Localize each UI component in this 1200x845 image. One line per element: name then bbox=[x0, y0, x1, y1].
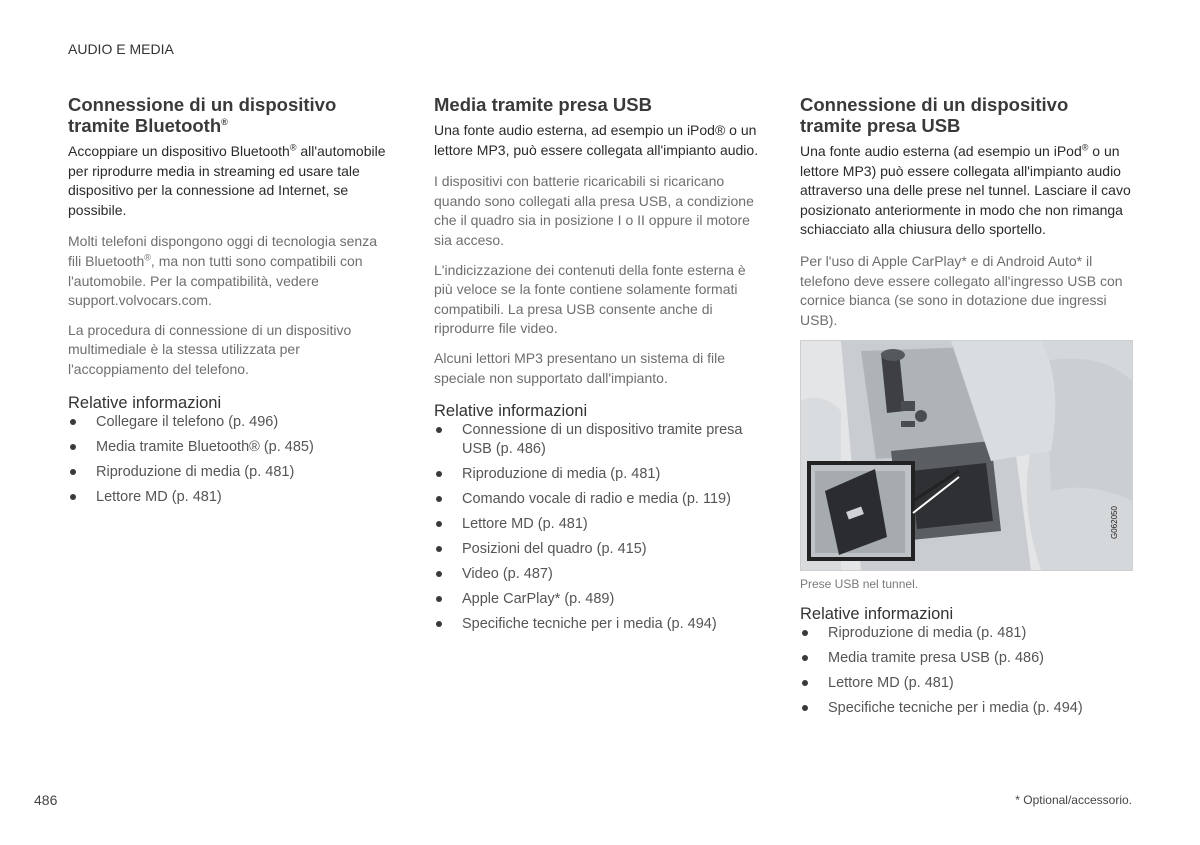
page-number: 486 bbox=[34, 792, 58, 808]
column-bluetooth bbox=[68, 94, 394, 513]
related-link[interactable]: Riproduzione di media (p. 481) bbox=[68, 463, 394, 482]
column-usb-connection bbox=[800, 94, 1133, 724]
related-link[interactable]: Specifiche tecniche per i media (p. 494) bbox=[434, 615, 766, 634]
body-paragraph: L'indicizzazione dei contenuti della fonte esterna è più veloce se la fonte contiene solamente formati compatibili. La presa USB consente anche di riprodurre file video. bbox=[434, 261, 746, 337]
section-header: AUDIO E MEDIA bbox=[68, 41, 174, 57]
related-link[interactable]: Connessione di un dispositivo tramite presa USB (p. 486) bbox=[434, 421, 766, 459]
related-info-list bbox=[434, 421, 766, 634]
related-link[interactable]: Riproduzione di media (p. 481) bbox=[800, 624, 1133, 643]
related-link[interactable]: Lettore MD (p. 481) bbox=[800, 674, 1133, 693]
related-info-heading: Relative informazioni bbox=[434, 402, 588, 421]
figure-caption: Prese USB nel tunnel. bbox=[800, 577, 919, 592]
related-link[interactable]: Lettore MD (p. 481) bbox=[434, 515, 766, 534]
body-paragraph: Molti telefoni dispongono oggi di tecnologia senza fili Bluetooth®, ma non tutti sono compatibili con l'automobile. Per la compatibilità, vedere support.volvocars.com. bbox=[68, 233, 377, 309]
lead-paragraph: Una fonte audio esterna (ad esempio un iPod® o un lettore MP3) può essere collegata all'impianto audio attraverso una delle prese nel tunnel. Lasciare il cavo posizionato anteriormente in modo che non rimanga schiacciato alla chiusura dello sportello. bbox=[800, 142, 1131, 238]
section-title-bluetooth: Connessione di un dispositivo tramite Bluetooth® bbox=[68, 94, 337, 136]
related-link[interactable]: Posizioni del quadro (p. 415) bbox=[434, 540, 766, 559]
related-info-heading: Relative informazioni bbox=[800, 605, 954, 624]
related-info-list bbox=[68, 413, 394, 507]
lead-paragraph: Una fonte audio esterna, ad esempio un iPod® o un lettore MP3, può essere collegata all'impianto audio. bbox=[434, 122, 759, 158]
related-link[interactable]: Lettore MD (p. 481) bbox=[68, 488, 394, 507]
body-paragraph: I dispositivi con batterie ricaricabili si ricaricano quando sono collegati alla presa USB, a condizione che il quadro sia in posizione I o II oppure il motore sia acceso. bbox=[434, 173, 754, 248]
body-paragraph: Per l'uso di Apple CarPlay* e di Android Auto* il telefono deve essere collegato all'ingresso USB con cornice bianca (se sono in dotazione due ingressi USB). bbox=[800, 252, 1123, 328]
related-link[interactable]: Collegare il telefono (p. 496) bbox=[68, 413, 394, 432]
usb-tunnel-illustration bbox=[800, 340, 1133, 571]
section-title-usb-media: Media tramite presa USB bbox=[434, 94, 652, 115]
related-link[interactable]: Video (p. 487) bbox=[434, 565, 766, 584]
related-info-list bbox=[800, 624, 1133, 718]
related-link[interactable]: Media tramite Bluetooth® (p. 485) bbox=[68, 438, 394, 457]
related-link[interactable]: Specifiche tecniche per i media (p. 494) bbox=[800, 699, 1133, 718]
related-link[interactable]: Comando vocale di radio e media (p. 119) bbox=[434, 490, 766, 509]
footnote: * Optional/accessorio. bbox=[1015, 793, 1132, 807]
lead-paragraph: Accoppiare un dispositivo Bluetooth® all'automobile per riprodurre media in streaming ed usare tale dispositivo per la connessione ad Internet, se possibile. bbox=[68, 142, 386, 218]
body-paragraph: Alcuni lettori MP3 presentano un sistema di file speciale non supportato dall'impianto. bbox=[434, 349, 726, 386]
related-info-heading: Relative informazioni bbox=[68, 393, 222, 412]
related-link[interactable]: Media tramite presa USB (p. 486) bbox=[800, 649, 1133, 668]
related-link[interactable]: Apple CarPlay* (p. 489) bbox=[434, 590, 766, 609]
column-usb-media bbox=[434, 94, 766, 640]
figure-code: G062050 bbox=[1110, 506, 1119, 540]
section-title-usb-connection: Connessione di un dispositivo tramite presa USB bbox=[800, 94, 1069, 136]
related-link[interactable]: Riproduzione di media (p. 481) bbox=[434, 465, 766, 484]
car-tunnel-drawing bbox=[801, 341, 1132, 570]
body-paragraph: La procedura di connessione di un dispositivo multimediale è la stessa utilizzata per l'accoppiamento del telefono. bbox=[68, 321, 352, 377]
